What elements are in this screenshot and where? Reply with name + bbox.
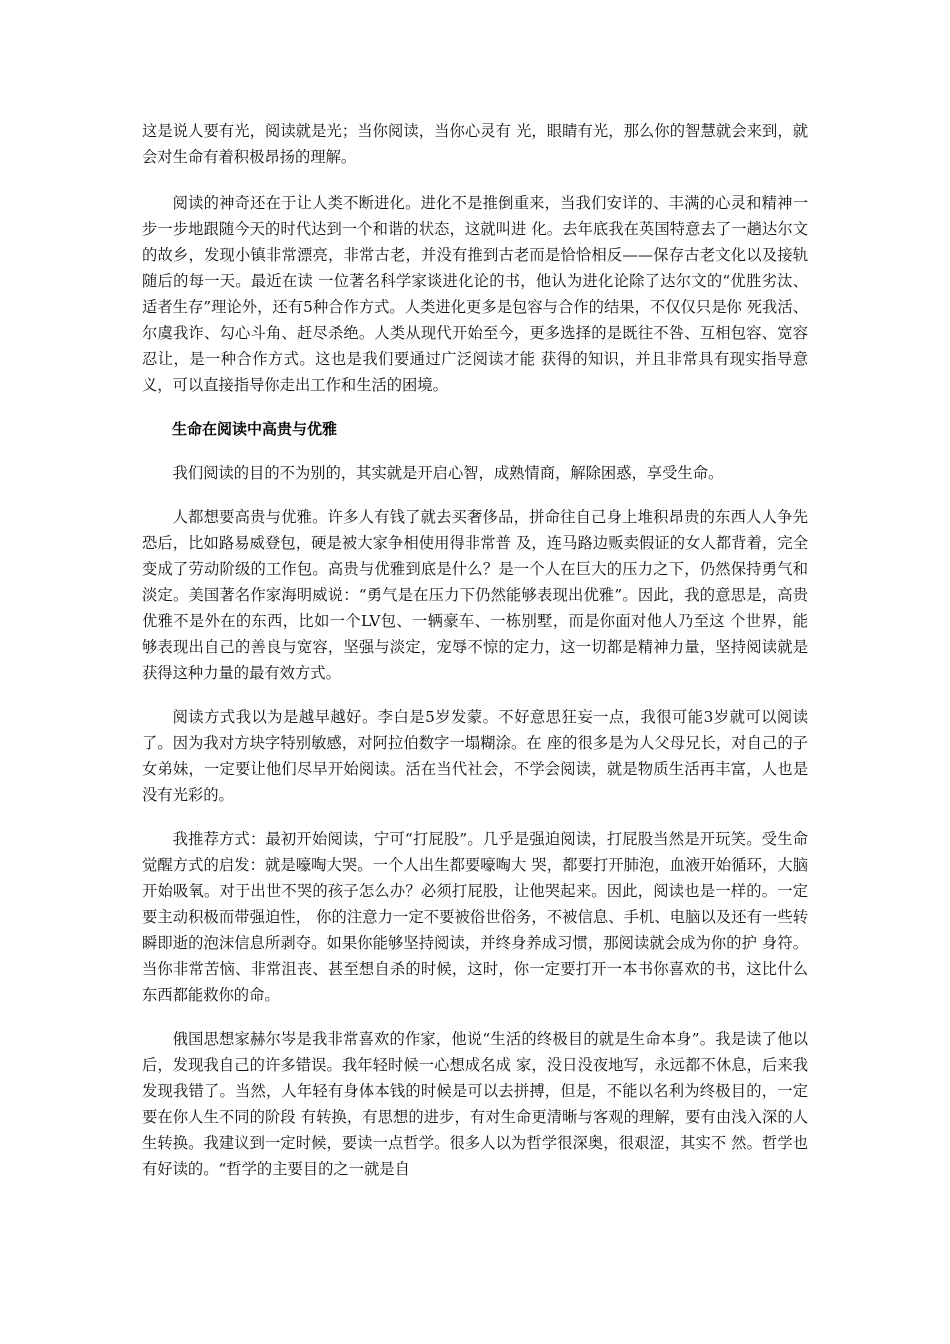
section-heading: 生命在阅读中高贵与优雅	[172, 420, 338, 438]
paragraph: 阅读方式我以为是越早越好。李白是5岁发蒙。不好意思狂妄一点，我很可能3岁就可以阅读了。因为我对方块字特别敏感，对阿拉伯数字一塌糊涂。在 座的很多是为人父母兄长，对自己的子女弟妹，一定要让他们尽早开始阅读。活在当代社会，不学会阅读，就是物质生活再丰富，人也是没有光彩的。	[142, 708, 808, 804]
paragraph: 这是说人要有光，阅读就是光；当你阅读，当你心灵有 光，眼睛有光，那么你的智慧就会来到，就会对生命有着积极昂扬的理解。	[142, 122, 808, 166]
paragraph: 俄国思想家赫尔岑是我非常喜欢的作家，他说“生活的终极目的就是生命本身”。我是读了他以后，发现我自己的许多错误。我年轻时候一心想成名成 家，没日没夜地写，永远都不休息，后来我发现我错了。当然，人年轻有身体本钱的时候是可以去拼搏，但是，不能以名利为终极目的，一定要在你人生不同的阶段 有转换，有思想的进步，有对生命更清晰与客观的理解，要有由浅入深的人生转换。我建议到一定时候，要读一点哲学。很多人以为哲学很深奥，很艰涩，其实不 然。哲学也有好读的。“哲学的主要目的之一就是自	[142, 1030, 808, 1178]
document-body	[142, 118, 808, 1200]
paragraph: 我们阅读的目的不为别的，其实就是开启心智，成熟情商，解除困惑，享受生命。	[172, 464, 724, 482]
paragraph: 我推荐方式：最初开始阅读，宁可“打屁股”。几乎是强迫阅读，打屁股当然是开玩笑。受生命觉醒方式的启发：就是嚎啕大哭。一个人出生都要嚎啕大 哭，都要打开肺泡，血液开始循环，大脑开始吸氧。对于出世不哭的孩子怎么办？必须打屁股，让他哭起来。因此，阅读也是一样的。一定要主动积极而带强迫性， 你的注意力一定不要被俗世俗务，不被信息、手机、电脑以及还有一些转瞬即逝的泡沫信息所剥夺。如果你能够坚持阅读，并终身养成习惯，那阅读就会成为你的护 身符。当你非常苦恼、非常沮丧、甚至想自杀的时候，这时，你一定要打开一本书你喜欢的书，这比什么东西都能救你的命。	[142, 830, 808, 1004]
paragraph: 人都想要高贵与优雅。许多人有钱了就去买奢侈品，拼命往自己身上堆积昂贵的东西人人争先恐后，比如路易威登包，硬是被大家争相使用得非常普 及，连马路边贩卖假证的女人都背着，完全变成了劳动阶级的工作包。高贵与优雅到底是什么？是一个人在巨大的压力之下，仍然保持勇气和淡定。美国著名作家海明威说：“勇气是在压力下仍然能够表现出优雅”。因此，我的意思是，高贵优雅不是外在的东西，比如一个LV包、一辆豪车、一栋别墅，而是你面对他人乃至这 个世界，能够表现出自己的善良与宽容，坚强与淡定，宠辱不惊的定力，这一切都是精神力量，坚持阅读就是获得这种力量的最有效方式。	[142, 508, 808, 682]
paragraph: 阅读的神奇还在于让人类不断进化。进化不是推倒重来，当我们安详的、丰满的心灵和精神一步一步地跟随今天的时代达到一个和谐的状态，这就叫进 化。去年底我在英国特意去了一趟达尔文的故乡，发现小镇非常漂亮，非常古老，并没有推到古老而是恰恰相反——保存古老文化以及接轨随后的每一天。最近在读 一位著名科学家谈进化论的书，他认为进化论除了达尔文的“优胜劣汰、适者生存”理论外，还有5种合作方式。人类进化更多是包容与合作的结果，不仅仅只是你 死我活、尔虞我诈、勾心斗角、赶尽杀绝。人类从现代开始至今，更多选择的是既往不咎、互相包容、宽容忍让，是一种合作方式。这也是我们要通过广泛阅读才能 获得的知识，并且非常具有现实指导意义，可以直接指导你走出工作和生活的困境。	[142, 194, 808, 394]
